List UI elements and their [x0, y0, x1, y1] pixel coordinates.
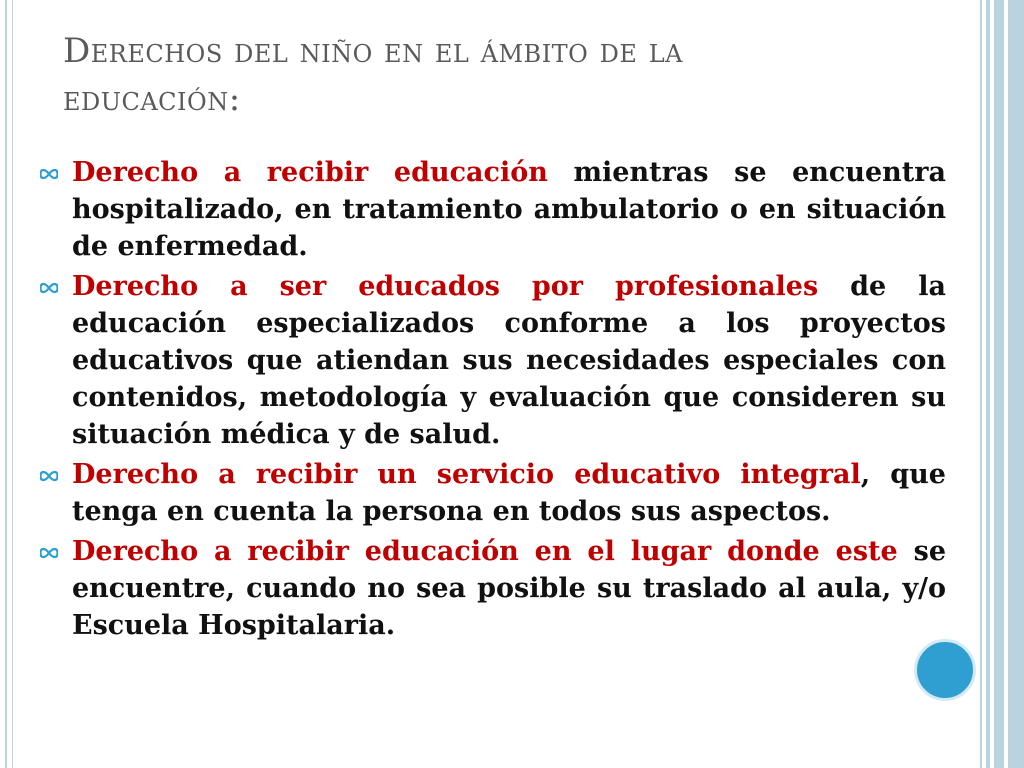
- list-item: [40, 154, 946, 265]
- bullet-text: mientras se encuentra hospitalizado, en tratamiento ambulatorio o en situación de enfermedad.: [72, 157, 946, 262]
- list-item: [40, 456, 946, 530]
- bullet-text: , que tenga en cuenta la persona en todos sus aspectos.: [72, 459, 946, 527]
- list-item: [40, 268, 946, 453]
- right-band-2: [986, 0, 990, 768]
- bullet-highlight: Derecho a recibir un servicio educativo integral: [72, 459, 861, 490]
- bullet-icon: [40, 282, 58, 294]
- right-band-4: [1008, 0, 1024, 768]
- left-frame-line-outer: [5, 0, 7, 768]
- right-band-3: [994, 0, 1004, 768]
- right-band-1: [980, 0, 982, 768]
- bullet-icon: [40, 547, 58, 559]
- left-frame-line-inner: [12, 0, 13, 768]
- title-line-1: Derechos del niño en el ámbito de la: [63, 31, 684, 71]
- title-line-2: educación:: [63, 79, 241, 119]
- bullet-highlight: Derecho a recibir educación en el lugar donde este: [72, 536, 898, 567]
- bullet-icon: [40, 470, 58, 482]
- bullet-list: [40, 154, 946, 647]
- bullet-text: se encuentre, cuando no sea posible su traslado al aula, y/o Escuela Hospitalaria.: [72, 536, 947, 641]
- bullet-highlight: Derecho a ser educados por profesionales: [72, 271, 819, 302]
- list-item: [40, 533, 946, 644]
- bullet-text: de la educación especializados conforme a los proyectos educativos que atiendan sus necesidades especiales con contenidos, metodología y evaluación que consideren su situación médica y de salud.: [72, 271, 946, 450]
- bullet-icon: [40, 168, 58, 180]
- slide-title: [63, 27, 923, 123]
- bullet-highlight: Derecho a recibir educación: [72, 157, 548, 188]
- decorative-circle: [914, 639, 976, 701]
